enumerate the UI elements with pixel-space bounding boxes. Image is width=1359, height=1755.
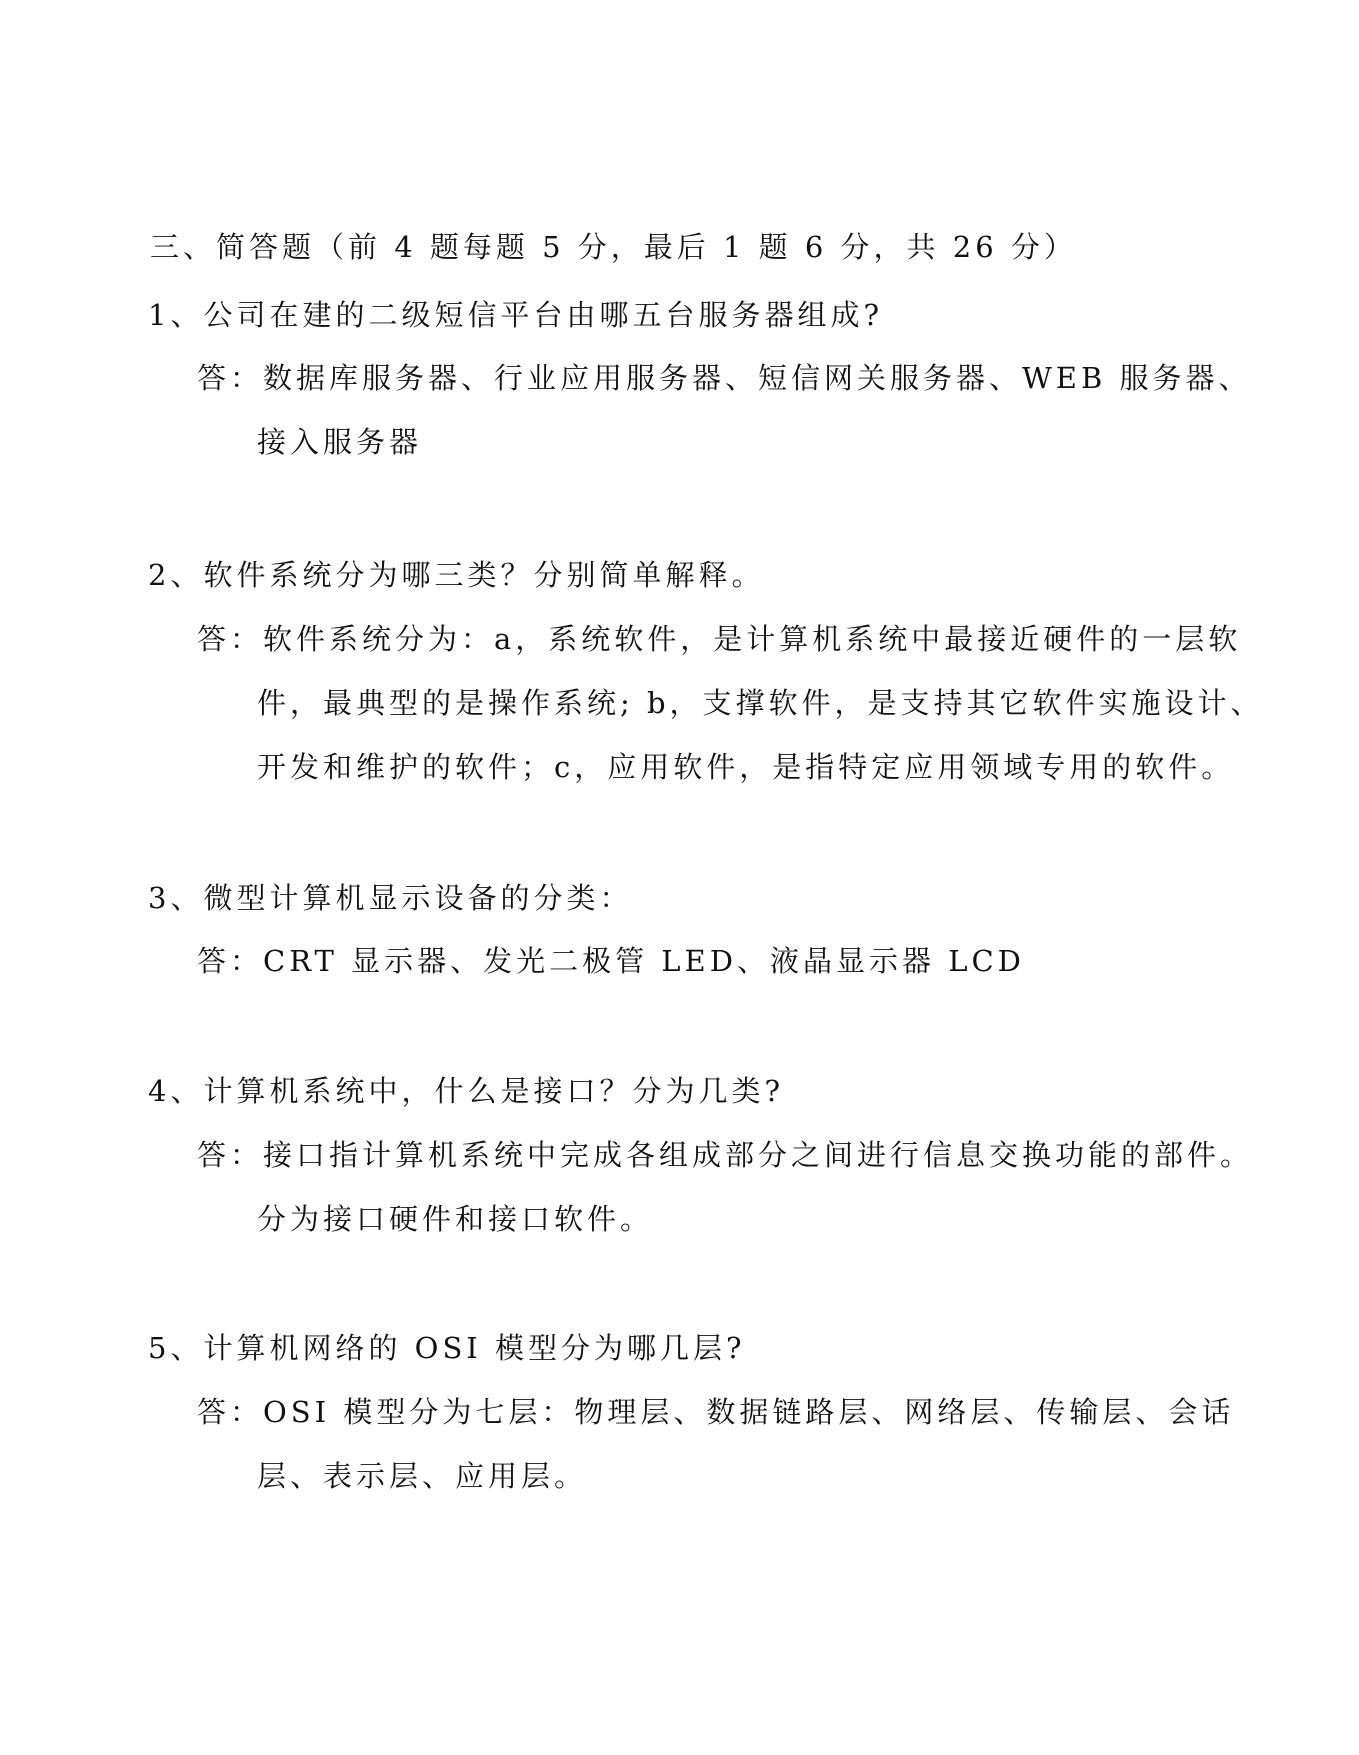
answer-2-line-1: 答：软件系统分为：a，系统软件，是计算机系统中最接近硬件的一层软	[197, 622, 1242, 656]
answer-5-line-2: 层、表示层、应用层。	[257, 1459, 588, 1493]
answer-5-line-1: 答：OSI 模型分为七层：物理层、数据链路层、网络层、传输层、会话	[197, 1395, 1235, 1429]
question-3: 3、微型计算机显示设备的分类：	[148, 881, 633, 915]
answer-4-line-2: 分为接口硬件和接口软件。	[257, 1202, 654, 1236]
answer-2-line-3: 开发和维护的软件；c，应用软件，是指特定应用领域专用的软件。	[257, 750, 1235, 784]
question-2: 2、软件系统分为哪三类？分别简单解释。	[148, 558, 765, 592]
answer-1-line-1: 答：数据库服务器、行业应用服务器、短信网关服务器、WEB 服务器、	[197, 361, 1252, 395]
answer-3-line-1: 答：CRT 显示器、发光二极管 LED、液晶显示器 LCD	[197, 944, 1025, 978]
answer-4-line-1: 答：接口指计算机系统中完成各组成部分之间进行信息交换功能的部件。	[197, 1138, 1254, 1172]
question-4: 4、计算机系统中，什么是接口？分为几类?	[148, 1074, 784, 1108]
question-1: 1、公司在建的二级短信平台由哪五台服务器组成?	[148, 298, 883, 332]
answer-2-line-2: 件，最典型的是操作系统; b，支撑软件，是支持其它软件实施设计、	[257, 686, 1264, 720]
section-heading: 三、简答题（前 4 题每题 5 分，最后 1 题 6 分，共 26 分）	[150, 230, 1077, 264]
question-5: 5、计算机网络的 OSI 模型分为哪几层?	[148, 1331, 746, 1365]
answer-1-line-2: 接入服务器	[257, 425, 423, 459]
